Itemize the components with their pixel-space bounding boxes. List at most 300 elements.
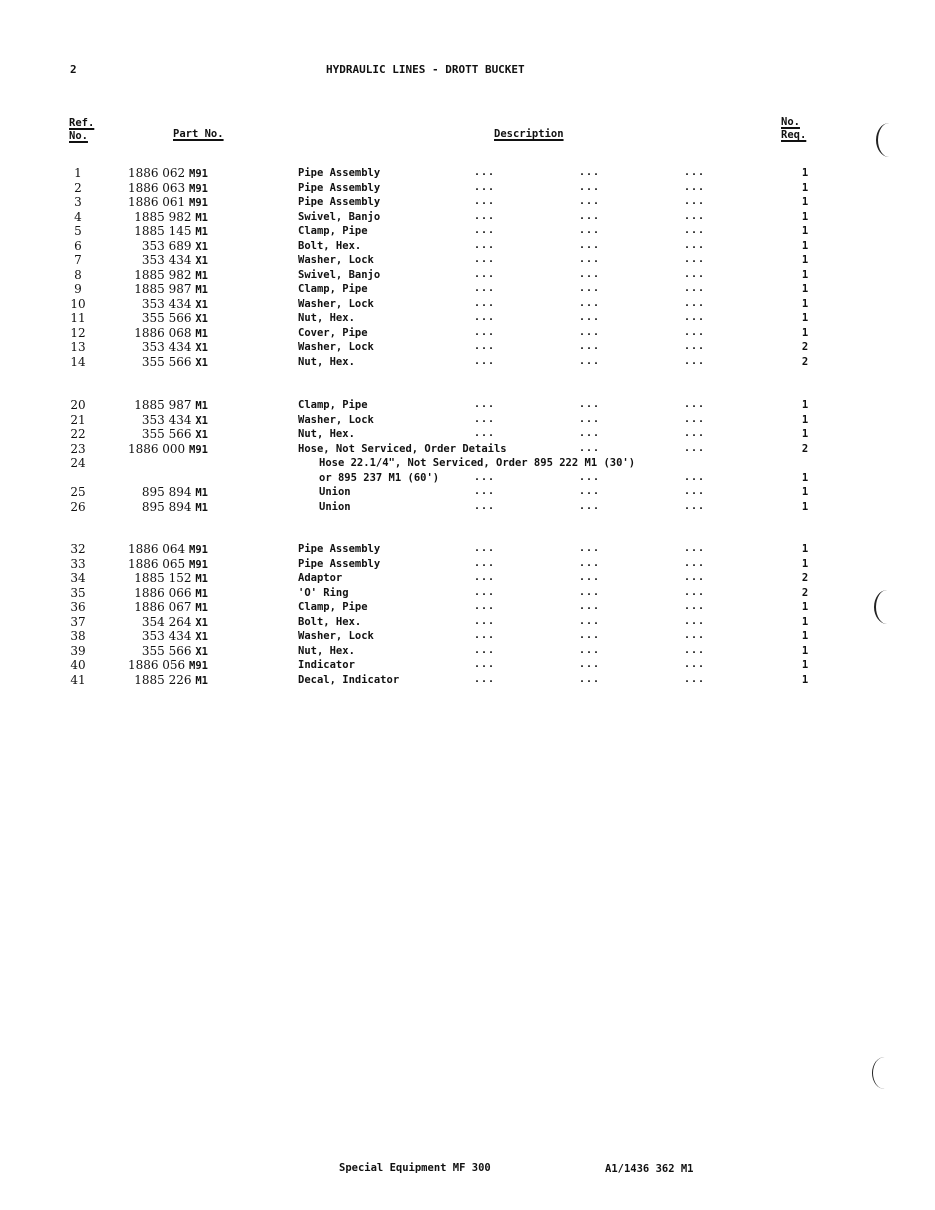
- table-row: [0, 658, 935, 672]
- leader-dots: ...: [579, 167, 601, 178]
- quantity-required: 1: [801, 254, 809, 266]
- leader-dots: ...: [684, 486, 706, 497]
- part-number: 353 434: [141, 412, 192, 427]
- description: Nut, Hex.: [298, 355, 355, 368]
- leader-dots: ...: [684, 312, 706, 323]
- description: Cover, Pipe: [298, 326, 368, 339]
- part-no: [110, 644, 208, 659]
- quantity-required: 1: [801, 413, 809, 426]
- part-number: 355 566: [141, 427, 192, 441]
- part-no: [110, 297, 208, 312]
- ref-no: 24: [70, 456, 86, 470]
- quantity-required: 1: [801, 283, 809, 295]
- leader-dots: ...: [579, 471, 601, 483]
- part-no: [110, 485, 208, 500]
- leader-dots: ...: [579, 615, 601, 627]
- table-row: [0, 542, 935, 556]
- description: Clamp, Pipe: [298, 283, 368, 295]
- description: Pipe Assembly: [298, 181, 381, 194]
- part-number: 1886 064: [127, 542, 186, 556]
- part-number: 1885 982: [134, 267, 192, 282]
- leader-dots: ...: [579, 601, 601, 612]
- part-no: [110, 673, 208, 688]
- description: Nut, Hex.: [298, 312, 355, 324]
- ref-no: 36: [70, 600, 86, 614]
- part-number: 355 566: [141, 354, 192, 369]
- footer-publication: Special Equipment MF 300: [339, 1162, 491, 1174]
- part-no: [110, 542, 208, 557]
- part-no: [110, 224, 208, 239]
- ref-no: 34: [70, 571, 86, 585]
- ref-no: 32: [70, 542, 86, 556]
- leader-dots: ...: [579, 225, 601, 236]
- leader-dots: ...: [684, 428, 706, 439]
- leader-dots: ...: [579, 355, 601, 367]
- table-row: [0, 195, 935, 209]
- table-row: [0, 413, 935, 427]
- part-number: 1885 987: [134, 398, 192, 412]
- ref-no: 41: [70, 672, 86, 687]
- header-req-line2: Req.: [781, 129, 807, 141]
- leader-dots: ...: [579, 428, 601, 439]
- leader-dots: ...: [474, 586, 496, 598]
- description: Swivel, Banjo: [298, 210, 381, 223]
- table-row: [0, 571, 935, 585]
- part-no: [110, 615, 208, 630]
- table-row: [0, 297, 935, 311]
- leader-dots: ...: [474, 673, 496, 685]
- leader-dots: ...: [474, 355, 496, 367]
- part-no: [110, 181, 208, 196]
- leader-dots: ...: [474, 167, 496, 178]
- leader-dots: ...: [684, 268, 706, 280]
- ref-no: 13: [70, 340, 86, 354]
- leader-dots: ...: [579, 181, 601, 193]
- part-number: 353 434: [141, 253, 192, 267]
- table-row: [0, 166, 935, 180]
- quantity-required: 1: [801, 210, 809, 223]
- table-row: [0, 427, 935, 441]
- quantity-required: 1: [801, 399, 809, 411]
- leader-dots: ...: [579, 254, 601, 265]
- leader-dots: ...: [474, 399, 496, 410]
- description: Decal, Indicator: [298, 673, 400, 686]
- leader-dots: ...: [579, 283, 601, 294]
- part-number: 1886 067: [134, 600, 192, 614]
- ref-no: 35: [70, 585, 86, 600]
- part-number: 354 264: [141, 614, 192, 629]
- leader-dots: ...: [684, 167, 706, 178]
- leader-dots: ...: [474, 413, 496, 425]
- leader-dots: ...: [579, 268, 601, 280]
- table-row: [0, 629, 935, 643]
- part-no: [110, 600, 208, 615]
- leader-dots: ...: [684, 601, 706, 612]
- description: Pipe Assembly: [298, 557, 381, 570]
- part-suffix: X1: [195, 645, 208, 658]
- ref-no: 38: [70, 629, 86, 643]
- quantity-required: 1: [801, 486, 809, 498]
- part-number: 355 566: [141, 311, 192, 325]
- part-number: 1885 152: [134, 571, 192, 585]
- part-no: [110, 629, 208, 644]
- quantity-required: 2: [801, 341, 809, 353]
- part-suffix: M1: [195, 573, 208, 585]
- leader-dots: ...: [579, 196, 601, 207]
- leader-dots: ...: [474, 659, 496, 670]
- description: Washer, Lock: [298, 413, 374, 426]
- leader-dots: ...: [579, 326, 601, 338]
- part-suffix: M91: [189, 660, 208, 672]
- leader-dots: ...: [684, 572, 706, 583]
- table-row: [0, 326, 935, 340]
- description: Adaptor: [298, 572, 343, 584]
- leader-dots: ...: [474, 181, 496, 193]
- part-suffix: M91: [189, 168, 208, 180]
- part-no: [110, 195, 208, 210]
- part-suffix: M1: [195, 602, 208, 614]
- leader-dots: ...: [684, 543, 706, 554]
- description: Washer, Lock: [298, 297, 374, 310]
- page-number: 2: [70, 63, 77, 76]
- part-number: 1886 061: [127, 195, 186, 209]
- part-number: 1885 987: [134, 282, 192, 296]
- leader-dots: ...: [474, 254, 496, 265]
- leader-dots: ...: [684, 586, 706, 598]
- page-title: HYDRAULIC LINES - DROTT BUCKET: [326, 63, 525, 76]
- description: Clamp, Pipe: [298, 399, 368, 411]
- part-no: [110, 166, 208, 181]
- table-row: [0, 615, 935, 629]
- leader-dots: ...: [684, 210, 706, 222]
- ref-no: 9: [74, 282, 82, 296]
- part-suffix: X1: [195, 342, 208, 354]
- leader-dots: ...: [474, 471, 496, 483]
- leader-dots: ...: [684, 630, 706, 641]
- leader-dots: ...: [684, 557, 706, 569]
- part-number: 1886 065: [127, 556, 186, 571]
- binder-hole-icon: [874, 590, 900, 624]
- part-suffix: X1: [195, 414, 208, 427]
- leader-dots: ...: [474, 615, 496, 627]
- part-suffix: M91: [189, 544, 208, 556]
- ref-no: 37: [70, 614, 86, 629]
- binder-hole-icon: [876, 123, 902, 157]
- leader-dots: ...: [684, 471, 706, 483]
- part-suffix: M1: [195, 487, 208, 499]
- leader-dots: ...: [474, 326, 496, 338]
- leader-dots: ...: [579, 500, 601, 512]
- leader-dots: ...: [474, 297, 496, 309]
- part-suffix: M91: [189, 182, 208, 195]
- part-no: [110, 658, 208, 673]
- part-number: 353 689: [141, 238, 192, 253]
- ref-no: 21: [70, 412, 86, 427]
- leader-dots: ...: [474, 428, 496, 439]
- table-row: [0, 268, 935, 282]
- leader-dots: ...: [684, 615, 706, 627]
- part-suffix: M1: [195, 269, 208, 282]
- ref-no: 5: [74, 224, 82, 238]
- description: Pipe Assembly: [298, 196, 381, 208]
- leader-dots: ...: [684, 442, 706, 454]
- part-no: [110, 311, 208, 326]
- ref-no: 33: [70, 556, 86, 571]
- description: Swivel, Banjo: [298, 268, 381, 281]
- part-suffix: M1: [195, 400, 208, 412]
- part-suffix: X1: [195, 240, 208, 253]
- leader-dots: ...: [684, 399, 706, 410]
- quantity-required: 1: [801, 268, 809, 281]
- description: Pipe Assembly: [298, 167, 381, 179]
- quantity-required: 2: [801, 586, 809, 599]
- description: Hose, Not Serviced, Order Details: [298, 442, 507, 455]
- ref-no: 14: [70, 354, 86, 369]
- table-row: [0, 181, 935, 195]
- part-no: [110, 326, 208, 341]
- leader-dots: ...: [684, 673, 706, 685]
- part-suffix: M91: [189, 197, 208, 209]
- description: Bolt, Hex.: [298, 615, 362, 628]
- header-ref-line1: Ref.: [69, 117, 95, 129]
- ref-no: 39: [70, 643, 86, 658]
- leader-dots: ...: [684, 196, 706, 207]
- part-suffix: M1: [195, 226, 208, 238]
- quantity-required: 1: [801, 471, 809, 484]
- ref-no: 8: [74, 267, 82, 282]
- part-suffix: M1: [195, 284, 208, 296]
- leader-dots: ...: [684, 341, 706, 352]
- quantity-required: 1: [801, 601, 809, 613]
- table-row: [0, 456, 935, 470]
- part-number: 1885 145: [134, 224, 192, 238]
- ref-no: 1: [74, 166, 82, 180]
- table-row: [0, 442, 935, 456]
- ref-no: 12: [70, 325, 86, 340]
- leader-dots: ...: [579, 572, 601, 583]
- leader-dots: ...: [684, 659, 706, 670]
- leader-dots: ...: [579, 557, 601, 569]
- description: or 895 237 M1 (60'): [319, 471, 440, 484]
- leader-dots: ...: [684, 297, 706, 309]
- part-no: [110, 210, 208, 225]
- header-no-req: [781, 116, 806, 142]
- part-suffix: M1: [195, 501, 208, 514]
- part-suffix: X1: [195, 631, 208, 643]
- table-row: [0, 557, 935, 571]
- quantity-required: 1: [801, 167, 809, 179]
- part-suffix: M91: [189, 558, 208, 571]
- leader-dots: ...: [579, 586, 601, 598]
- table-row: [0, 340, 935, 354]
- leader-dots: ...: [579, 673, 601, 685]
- quantity-required: 1: [801, 615, 809, 628]
- table-row: [0, 282, 935, 296]
- part-suffix: X1: [195, 313, 208, 325]
- leader-dots: ...: [474, 239, 496, 251]
- leader-dots: ...: [579, 543, 601, 554]
- leader-dots: ...: [474, 196, 496, 207]
- quantity-required: 1: [801, 500, 809, 513]
- description: Union: [319, 486, 351, 498]
- quantity-required: 1: [801, 326, 809, 339]
- leader-dots: ...: [579, 486, 601, 497]
- part-no: [110, 253, 208, 268]
- table-row: [0, 253, 935, 267]
- table-row: [0, 210, 935, 224]
- part-no: [110, 340, 208, 355]
- part-number: 1885 226: [134, 672, 192, 687]
- leader-dots: ...: [684, 181, 706, 193]
- quantity-required: 1: [801, 428, 809, 440]
- part-number: 1885 982: [134, 209, 192, 224]
- table-row: [0, 355, 935, 369]
- leader-dots: ...: [474, 486, 496, 497]
- leader-dots: ...: [474, 572, 496, 583]
- description: Washer, Lock: [298, 630, 374, 642]
- quantity-required: 1: [801, 644, 809, 657]
- part-no: [110, 239, 208, 254]
- leader-dots: ...: [474, 543, 496, 554]
- table-row: [0, 239, 935, 253]
- leader-dots: ...: [579, 399, 601, 410]
- description: Indicator: [298, 659, 355, 671]
- part-no: [110, 398, 208, 413]
- leader-dots: ...: [684, 239, 706, 251]
- ref-no: 7: [74, 253, 82, 267]
- quantity-required: 1: [801, 239, 809, 252]
- table-row: [0, 673, 935, 687]
- description: 'O' Ring: [298, 586, 349, 599]
- table-row: [0, 485, 935, 499]
- part-suffix: X1: [195, 255, 208, 267]
- quantity-required: 1: [801, 673, 809, 686]
- leader-dots: ...: [474, 630, 496, 641]
- quantity-required: 1: [801, 312, 809, 324]
- table-row: [0, 586, 935, 600]
- part-number: 353 434: [141, 296, 192, 311]
- part-suffix: M1: [195, 587, 208, 600]
- leader-dots: ...: [684, 413, 706, 425]
- description: Washer, Lock: [298, 341, 374, 353]
- leader-dots: ...: [684, 355, 706, 367]
- part-number: 1886 000: [127, 441, 186, 456]
- leader-dots: ...: [579, 297, 601, 309]
- part-suffix: X1: [195, 616, 208, 629]
- leader-dots: ...: [684, 644, 706, 656]
- leader-dots: ...: [684, 225, 706, 236]
- part-no: [110, 268, 208, 283]
- quantity-required: 1: [801, 225, 809, 237]
- quantity-required: 1: [801, 181, 809, 194]
- part-number: 1886 056: [127, 658, 186, 672]
- header-ref-no: [69, 117, 94, 143]
- quantity-required: 1: [801, 297, 809, 310]
- binder-hole-icon: [872, 1057, 897, 1089]
- quantity-required: 1: [801, 543, 809, 555]
- leader-dots: ...: [684, 326, 706, 338]
- ref-no: 6: [74, 238, 82, 253]
- description: Clamp, Pipe: [298, 225, 368, 237]
- leader-dots: ...: [579, 210, 601, 222]
- quantity-required: 1: [801, 659, 809, 671]
- ref-no: 10: [70, 296, 86, 311]
- leader-dots: ...: [579, 659, 601, 670]
- part-number: 1886 062: [127, 166, 186, 180]
- ref-no: 11: [70, 311, 86, 325]
- description: Bolt, Hex.: [298, 239, 362, 252]
- leader-dots: ...: [474, 283, 496, 294]
- part-suffix: M1: [195, 674, 208, 687]
- table-row: [0, 398, 935, 412]
- description: Clamp, Pipe: [298, 601, 368, 613]
- part-number: 1886 063: [127, 180, 186, 195]
- leader-dots: ...: [474, 341, 496, 352]
- description: Hose 22.1/4", Not Serviced, Order 895 222 M1 (30'): [319, 457, 636, 469]
- description: Nut, Hex.: [298, 644, 355, 657]
- table-row: [0, 644, 935, 658]
- part-no: [110, 427, 208, 442]
- table-row: [0, 500, 935, 514]
- leader-dots: ...: [579, 630, 601, 641]
- table-row: [0, 311, 935, 325]
- part-no: [110, 442, 208, 457]
- table-row: [0, 471, 935, 485]
- quantity-required: 2: [801, 572, 809, 584]
- footer-part-number: A1/1436 362 M1: [605, 1163, 694, 1175]
- part-no: [110, 500, 208, 515]
- part-no: [110, 586, 208, 601]
- leader-dots: ...: [579, 413, 601, 425]
- leader-dots: ...: [579, 341, 601, 352]
- quantity-required: 1: [801, 630, 809, 642]
- part-suffix: M1: [195, 327, 208, 340]
- quantity-required: 1: [801, 196, 809, 208]
- leader-dots: ...: [474, 312, 496, 323]
- ref-no: 2: [74, 180, 82, 195]
- table-row: [0, 600, 935, 614]
- part-suffix: M91: [189, 443, 208, 456]
- leader-dots: ...: [684, 254, 706, 265]
- part-no: [110, 413, 208, 428]
- quantity-required: 2: [801, 442, 809, 455]
- leader-dots: ...: [474, 268, 496, 280]
- ref-no: 20: [70, 398, 86, 412]
- quantity-required: 1: [801, 557, 809, 570]
- ref-no: 26: [70, 499, 86, 514]
- part-number: 1886 066: [134, 585, 192, 600]
- leader-dots: ...: [579, 239, 601, 251]
- part-suffix: X1: [195, 429, 208, 441]
- ref-no: 3: [74, 195, 82, 209]
- leader-dots: ...: [579, 644, 601, 656]
- part-suffix: X1: [195, 356, 208, 369]
- part-suffix: M1: [195, 211, 208, 224]
- leader-dots: ...: [474, 225, 496, 236]
- header-part-no: Part No.: [173, 128, 224, 140]
- leader-dots: ...: [474, 500, 496, 512]
- leader-dots: ...: [579, 442, 601, 454]
- description: Nut, Hex.: [298, 428, 355, 440]
- part-number: 895 894: [141, 499, 192, 514]
- ref-no: 23: [70, 441, 86, 456]
- quantity-required: 2: [801, 355, 809, 368]
- part-number: 353 434: [141, 340, 192, 354]
- part-no: [110, 571, 208, 586]
- part-number: 353 434: [141, 629, 192, 643]
- description: Pipe Assembly: [298, 543, 381, 555]
- part-number: 1886 068: [134, 325, 192, 340]
